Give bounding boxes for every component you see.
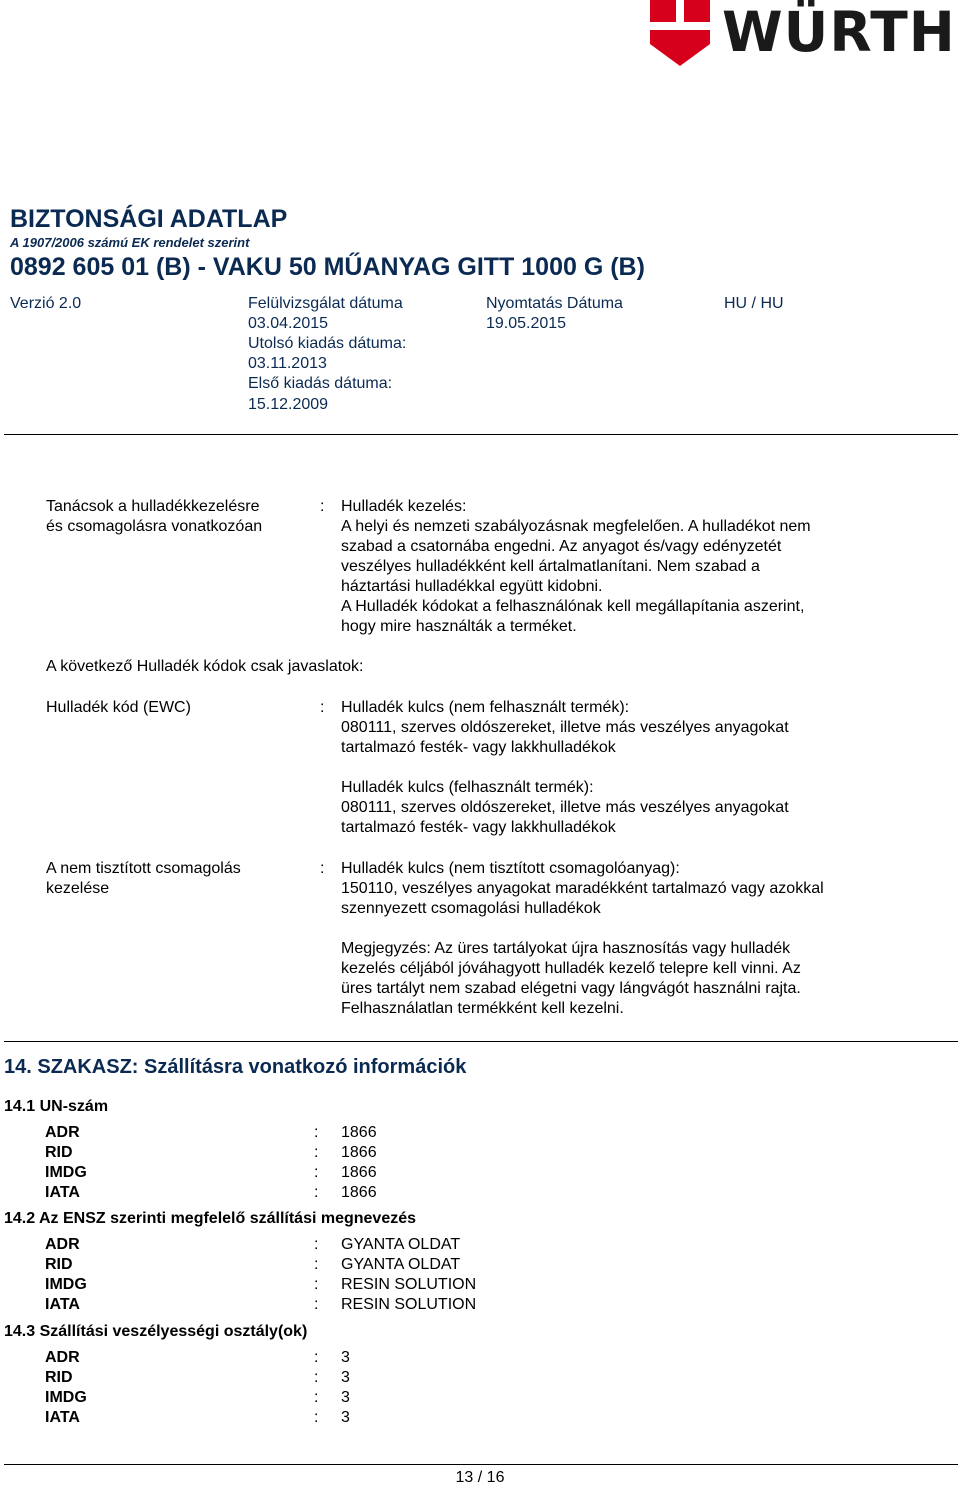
header-divider: [4, 434, 958, 435]
wurth-logo-icon: [650, 0, 710, 66]
advice-text: Hulladék kezelés: A helyi és nemzeti szabályozásnak megfelelően. A hulladékot nem szabad a csatornába engedni. Az anyagot és/vagy edényzetét veszélyes hulladékként kell ártalmatlanítani. Nem szabad a háztartási hulladékkal együtt kidobni. A Hulladék kódokat a felhasználónak kell megállapítania aszerint, hogy mire használták a terméket.: [341, 498, 811, 635]
section-divider: [4, 1041, 958, 1042]
footer-divider: [4, 1464, 958, 1465]
transport-mode-label: ADR: [45, 1349, 80, 1366]
section-14-title: 14. SZAKASZ: Szállításra vonatkozó információk: [4, 1056, 467, 1078]
transport-value: 1866: [341, 1164, 377, 1181]
print-label: Nyomtatás Dátuma: [486, 295, 623, 312]
transport-mode-label: ADR: [45, 1124, 80, 1141]
separator-colon: :: [314, 1349, 319, 1366]
separator-colon: :: [314, 1409, 319, 1426]
ewc-text-used: Hulladék kulcs (felhasznált termék): 080111, szerves oldószereket, illetve más veszélyes anyagokat tartalmazó festék- vagy lakkhulladékok: [341, 779, 789, 836]
page-number: 13 / 16: [455, 1469, 505, 1486]
last-issue-date: 03.11.2013: [248, 355, 327, 372]
transport-mode-label: RID: [45, 1256, 73, 1273]
subsection-shipping-name-title: 14.2 Az ENSZ szerinti megfelelő szállítási megnevezés: [4, 1210, 417, 1227]
separator-colon: :: [314, 1276, 319, 1293]
advice-label: Tanácsok a hulladékkezelésre és csomagolásra vonatkozóan: [46, 498, 263, 535]
separator-colon: :: [314, 1389, 319, 1406]
separator-colon: :: [314, 1369, 319, 1386]
transport-mode-label: IATA: [45, 1296, 80, 1313]
transport-value: GYANTA OLDAT: [341, 1236, 461, 1253]
packaging-text-note: Megjegyzés: Az üres tartályokat újra hasznosítás vagy hulladék kezelés céljából jóváhagyott hulladék kezelő telepre kell vinni. Az üres tartályt nem szabad elégetni vagy lángvágót használni rajta. Felhasználatlan termékként kell kezelni.: [341, 940, 801, 1017]
first-issue-label: Első kiadás dátuma:: [248, 375, 393, 392]
separator-colon: :: [314, 1184, 319, 1201]
packaging-label: A nem tisztított csomagolás kezelése: [46, 860, 241, 897]
transport-value: 1866: [341, 1144, 377, 1161]
print-date: 19.05.2015: [486, 315, 567, 332]
brand-wordmark: WÜRTH: [722, 0, 956, 64]
separator-colon: :: [320, 699, 325, 716]
transport-value: RESIN SOLUTION: [341, 1276, 477, 1293]
transport-value: 3: [341, 1409, 350, 1426]
transport-value: 3: [341, 1349, 350, 1366]
regulation-line: A 1907/2006 számú EK rendelet szerint: [10, 235, 250, 250]
language-code: HU / HU: [724, 295, 784, 312]
separator-colon: :: [314, 1236, 319, 1253]
suggestion-note: A következő Hulladék kódok csak javaslatok:: [46, 658, 364, 675]
subsection-un-number-title: 14.1 UN-szám: [4, 1098, 109, 1115]
transport-mode-label: IMDG: [45, 1276, 87, 1293]
transport-mode-label: ADR: [45, 1236, 80, 1253]
transport-value: 3: [341, 1389, 350, 1406]
separator-colon: :: [314, 1144, 319, 1161]
document-title: BIZTONSÁGI ADATLAP: [10, 205, 288, 233]
packaging-text-code: Hulladék kulcs (nem tisztított csomagolóanyag): 150110, veszélyes anyagokat maradékként tartalmazó vagy azokkal szennyezett csomagolási hulladékok: [341, 860, 824, 917]
ewc-label: Hulladék kód (EWC): [46, 699, 191, 716]
transport-value: RESIN SOLUTION: [341, 1296, 477, 1313]
separator-colon: :: [314, 1124, 319, 1141]
transport-mode-label: RID: [45, 1144, 73, 1161]
transport-mode-label: IATA: [45, 1409, 80, 1426]
revision-label: Felülvizsgálat dátuma: [248, 295, 403, 312]
transport-mode-label: IMDG: [45, 1164, 87, 1181]
transport-mode-label: RID: [45, 1369, 73, 1386]
revision-date: 03.04.2015: [248, 315, 329, 332]
separator-colon: :: [320, 498, 325, 515]
transport-mode-label: IATA: [45, 1184, 80, 1201]
transport-mode-label: IMDG: [45, 1389, 87, 1406]
product-name: 0892 605 01 (B) - VAKU 50 MŰANYAG GITT 1000 G (B): [10, 253, 645, 281]
separator-colon: :: [314, 1296, 319, 1313]
separator-colon: :: [314, 1256, 319, 1273]
separator-colon: :: [320, 860, 325, 877]
transport-value: GYANTA OLDAT: [341, 1256, 461, 1273]
last-issue-label: Utolsó kiadás dátuma:: [248, 335, 407, 352]
subsection-hazard-class-title: 14.3 Szállítási veszélyességi osztály(ok): [4, 1323, 308, 1340]
transport-value: 3: [341, 1369, 350, 1386]
transport-value: 1866: [341, 1184, 377, 1201]
ewc-text-unused: Hulladék kulcs (nem felhasznált termék): 080111, szerves oldószereket, illetve más veszélyes anyagokat tartalmazó festék- vagy lakkhulladékok: [341, 699, 789, 756]
transport-value: 1866: [341, 1124, 377, 1141]
first-issue-date: 15.12.2009: [248, 396, 329, 413]
separator-colon: :: [314, 1164, 319, 1181]
version: Verzió 2.0: [10, 295, 82, 312]
